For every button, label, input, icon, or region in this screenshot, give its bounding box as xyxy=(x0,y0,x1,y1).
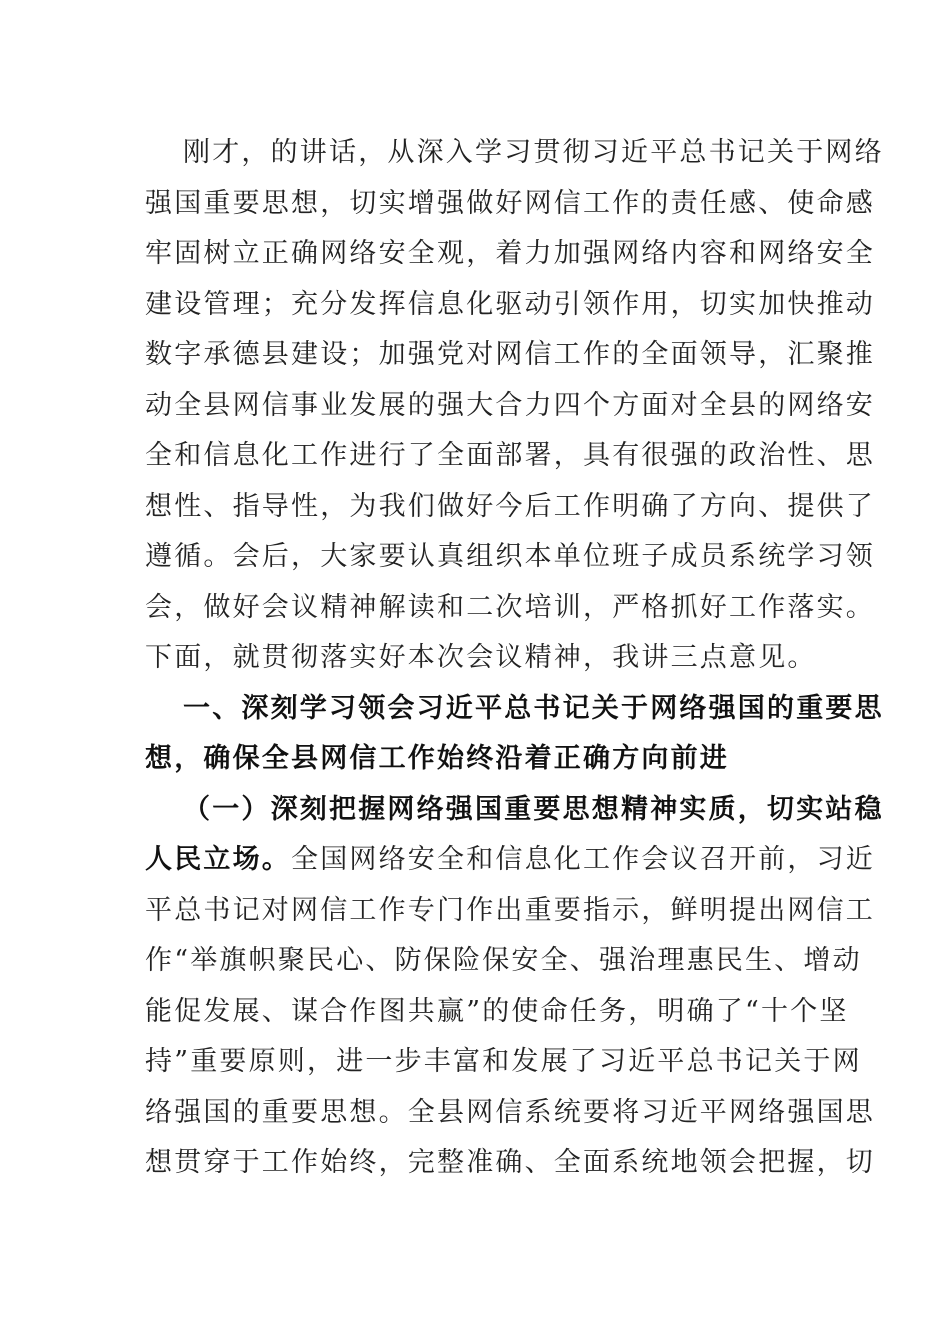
paragraph-line: 持”重要原则，进一步丰富和发展了习近平总书记关于网 xyxy=(145,1046,862,1077)
paragraph-line xyxy=(145,835,875,886)
paragraph-line: 数字承德县建设；加强党对网信工作的全面领导，汇聚推 xyxy=(145,339,875,370)
paragraph-line: 牢固树立正确网络安全观，着力加强网络内容和网络安全 xyxy=(145,238,875,269)
paragraph-line: 强国重要思想，切实增强做好网信工作的责任感、使命感 xyxy=(145,187,875,219)
paragraph-line: 建设管理；充分发挥信息化驱动引领作用，切实加快推动 xyxy=(145,288,875,320)
subheading-tail: 人民立场。 xyxy=(145,844,291,875)
paragraph-line: 想性、指导性，为我们做好今后工作明确了方向、提供了 xyxy=(145,490,875,522)
section-heading-line: 一、深刻学习领会习近平总书记关于网络强国的重要思 xyxy=(183,692,884,724)
paragraph-line: 全和信息化工作进行了全面部署，具有很强的政治性、思 xyxy=(145,440,875,471)
paragraph-line: 络强国的重要思想。全县网信系统要将习近平网络强国思 xyxy=(145,1096,875,1128)
paragraph-text: 全国网络安全和信息化工作会议召开前，习近 xyxy=(291,844,875,875)
paragraph-line: 想贯穿于工作始终，完整准确、全面系统地领会把握，切 xyxy=(145,1147,875,1178)
subheading-line: （一）深刻把握网络强国重要思想精神实质，切实站稳 xyxy=(183,793,884,825)
document-body xyxy=(145,128,884,1189)
paragraph-line: 下面，就贯彻落实好本次会议精神，我讲三点意见。 xyxy=(145,642,817,673)
paragraph-line: 能促发展、谋合作图共赢”的使命任务，明确了“十个坚 xyxy=(145,995,849,1027)
paragraph-line: 刚才，的讲话，从深入学习贯彻习近平总书记关于网络 xyxy=(183,137,884,168)
paragraph-line: 动全县网信事业发展的强大合力四个方面对全县的网络安 xyxy=(145,389,875,421)
section-heading-line: 想，确保全县网信工作始终沿着正确方向前进 xyxy=(145,743,729,774)
paragraph-line: 作“举旗帜聚民心、防保险保安全、强治理惠民生、增动 xyxy=(145,945,862,976)
paragraph-line: 平总书记对网信工作专门作出重要指示，鲜明提出网信工 xyxy=(145,894,875,926)
paragraph-line: 遵循。会后，大家要认真组织本单位班子成员系统学习领 xyxy=(145,541,875,572)
paragraph-line: 会，做好会议精神解读和二次培训，严格抓好工作落实。 xyxy=(145,591,875,623)
